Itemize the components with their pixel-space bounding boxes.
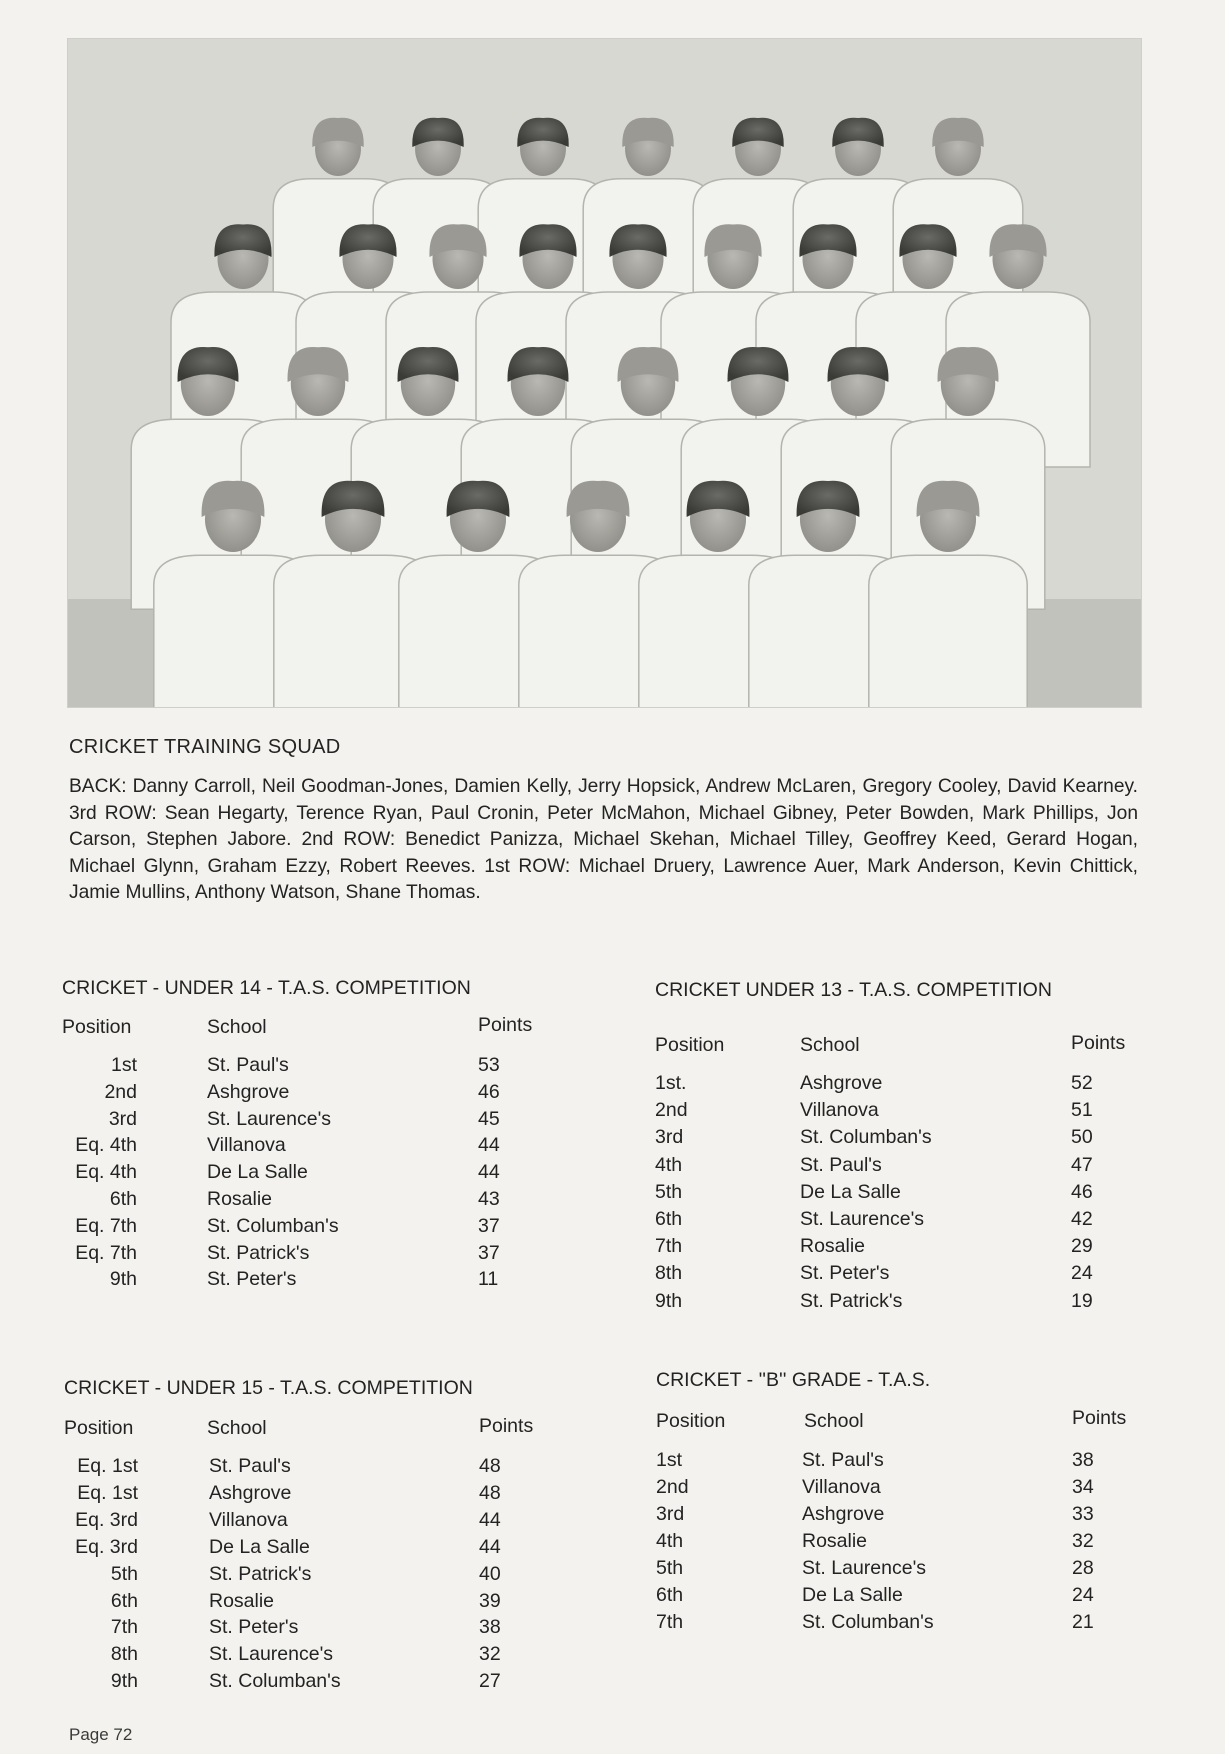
table-row [64,1670,584,1696]
row-points: 19 [1071,1289,1093,1312]
header-school: School [207,1417,267,1439]
row-position: 5th [110,1562,138,1585]
table-row [64,1563,584,1589]
row-school: Villanova [207,1134,286,1157]
row-points: 40 [479,1562,501,1585]
table-row [655,1099,1175,1125]
table-row [64,1643,584,1669]
row-school: Ashgrove [800,1072,883,1094]
row-points: 37 [478,1241,500,1264]
row-school: De La Salle [802,1584,903,1606]
row-school: St. Columban's [800,1126,932,1149]
row-points: 51 [1071,1099,1093,1122]
row-points: 39 [479,1589,501,1612]
table-row [62,1161,582,1187]
row-school: St. Laurence's [802,1557,927,1579]
row-points: 45 [478,1107,500,1130]
row-school: St. Laurence's [800,1208,925,1230]
row-points: 48 [479,1481,501,1504]
team-photo-illustration [68,39,1141,707]
table-row [655,1126,1175,1152]
row-school: Rosalie [800,1235,866,1258]
table-row [655,1181,1175,1207]
row-position: 6th [656,1584,684,1606]
row-points: 32 [1072,1530,1094,1552]
table-row [64,1536,584,1562]
header-points: Points [1071,1032,1126,1054]
table-row [64,1455,584,1481]
row-school: Ashgrove [207,1080,290,1103]
row-school: St. Paul's [800,1153,882,1176]
row-school: Rosalie [207,1188,273,1210]
header-position: Position [656,1410,726,1432]
row-points: 34 [1072,1476,1094,1498]
row-school: St. Patrick's [800,1289,903,1312]
row-points: 53 [478,1054,500,1076]
row-position: 3rd [108,1107,137,1130]
row-school: Villanova [209,1508,288,1531]
row-position: 2nd [655,1099,688,1122]
row-school: Rosalie [209,1589,275,1612]
row-position: Eq. 7th [75,1214,137,1237]
row-position: 5th [656,1557,684,1579]
row-position: Eq. 1st [77,1481,138,1504]
row-points: 11 [478,1268,499,1291]
table-row [62,1134,582,1160]
row-points: 37 [478,1214,500,1237]
row-school: St. Paul's [802,1449,884,1471]
row-points: 21 [1072,1611,1094,1633]
row-school: Rosalie [802,1530,868,1552]
header-points: Points [478,1014,533,1036]
row-school: St. Columban's [802,1611,934,1633]
row-points: 24 [1071,1262,1093,1285]
row-points: 27 [479,1670,501,1693]
table-row [64,1590,584,1616]
table-row [62,1081,582,1107]
row-points: 33 [1072,1503,1094,1525]
row-position: 3rd [656,1503,685,1525]
row-school: St. Peter's [207,1268,297,1291]
table-row [656,1449,1176,1475]
table-row [62,1188,582,1214]
table-row [64,1509,584,1535]
row-points: 48 [479,1455,501,1477]
header-school: School [207,1016,267,1038]
row-points: 47 [1071,1153,1093,1176]
table-row [656,1476,1176,1502]
table-row [656,1503,1176,1529]
row-school: St. Peter's [209,1616,299,1639]
row-position: 6th [110,1589,138,1612]
page-number: Page 72 [69,1725,133,1744]
row-school: St. Patrick's [207,1241,310,1264]
row-position: Eq. 7th [75,1241,137,1264]
row-school: De La Salle [207,1161,308,1184]
row-school: Ashgrove [209,1481,292,1504]
row-position: 2nd [656,1476,689,1498]
row-points: 42 [1071,1208,1093,1230]
row-points: 32 [479,1643,501,1666]
row-position: 1st [110,1054,137,1076]
table-row [64,1482,584,1508]
row-position: 7th [110,1616,138,1639]
table-title: CRICKET UNDER 13 - T.A.S. COMPETITION [655,979,1052,1001]
caption-title: CRICKET TRAINING SQUAD [69,736,341,758]
header-points: Points [479,1415,534,1437]
header-school: School [804,1410,864,1432]
row-points: 38 [479,1616,501,1639]
row-position: 7th [655,1235,683,1258]
table-row [62,1268,582,1294]
row-points: 46 [478,1080,500,1103]
table-row [62,1242,582,1268]
table-row [655,1208,1175,1234]
row-position: 8th [655,1262,683,1285]
row-position: Eq. 4th [75,1161,137,1184]
row-school: St. Laurence's [209,1643,334,1666]
table-row [62,1215,582,1241]
row-school: Ashgrove [802,1503,885,1525]
row-school: De La Salle [800,1180,901,1203]
row-points: 44 [479,1535,501,1558]
team-photo [67,38,1142,708]
table-row [655,1262,1175,1288]
row-position: 4th [655,1153,683,1176]
row-points: 29 [1071,1235,1093,1258]
row-position: 1st. [655,1072,687,1094]
row-position: 7th [656,1611,684,1633]
table-title: CRICKET - UNDER 14 - T.A.S. COMPETITION [62,977,471,999]
table-row [655,1290,1175,1316]
table-row [656,1611,1176,1637]
row-school: St. Columban's [209,1670,341,1693]
row-school: St. Paul's [209,1455,291,1477]
row-points: 43 [478,1188,500,1210]
row-position: Eq. 3rd [75,1535,138,1558]
row-position: Eq. 3rd [75,1508,138,1531]
header-school: School [800,1034,860,1056]
table-row [64,1616,584,1642]
table-row [62,1108,582,1134]
header-points: Points [1072,1407,1127,1429]
caption-body: BACK: Danny Carroll, Neil Goodman-Jones, Damien Kelly, Jerry Hopsick, Andrew McLaren, Gregory Cooley, David Kearney. 3rd ROW: Sean Hegarty, Terence Ryan, Paul Cronin, Peter McMahon, Michael Gibney, Peter Bowden, Mark Phillips, Jon Carson, Stephen Jabore. 2nd ROW: Benedict Panizza, Michael Skehan, Michael Tilley, Geoffrey Keed, Gerard Hogan, Michael Glynn, Graham Ezzy, Robert Reeves. 1st ROW: Michael Druery, Lawrence Auer, Mark Anderson, Kevin Chittick, Jamie Mullins, Anthony Watson, Shane Thomas. [69,776,1138,904]
row-position: 6th [655,1208,683,1230]
row-position: 8th [110,1643,138,1666]
row-school: De La Salle [209,1535,310,1558]
row-points: 44 [478,1161,500,1184]
header-position: Position [64,1417,134,1439]
row-position: 4th [656,1530,684,1552]
header-position: Position [655,1034,725,1056]
row-points: 28 [1072,1557,1094,1579]
row-points: 24 [1072,1584,1094,1606]
row-position: 5th [655,1180,683,1203]
row-position: Eq. 4th [75,1134,137,1157]
table-row [655,1154,1175,1180]
row-school: St. Patrick's [209,1562,312,1585]
row-points: 50 [1071,1126,1093,1149]
row-school: Villanova [802,1476,881,1498]
row-school: St. Paul's [207,1054,289,1076]
row-position: 3rd [655,1126,684,1149]
row-position: 1st [656,1449,683,1471]
row-position: 9th [110,1670,138,1693]
table-row [62,1054,582,1080]
row-points: 44 [478,1134,500,1157]
row-position: Eq. 1st [77,1455,138,1477]
table-title: CRICKET - UNDER 15 - T.A.S. COMPETITION [64,1377,473,1399]
row-school: St. Peter's [800,1262,890,1285]
row-school: Villanova [800,1099,879,1122]
table-row [655,1235,1175,1261]
row-position: 6th [109,1188,137,1210]
row-points: 38 [1072,1449,1094,1471]
header-position: Position [62,1016,132,1038]
row-points: 46 [1071,1180,1093,1203]
table-row [656,1530,1176,1556]
table-row [656,1584,1176,1610]
table-row [655,1072,1175,1098]
row-school: St. Columban's [207,1214,339,1237]
row-points: 52 [1071,1072,1093,1094]
table-row [656,1557,1176,1583]
row-school: St. Laurence's [207,1107,332,1130]
row-position: 9th [109,1268,137,1291]
row-position: 2nd [104,1080,137,1103]
row-points: 44 [479,1508,501,1531]
table-title: CRICKET - ''B'' GRADE - T.A.S. [656,1369,931,1391]
row-position: 9th [655,1289,683,1312]
